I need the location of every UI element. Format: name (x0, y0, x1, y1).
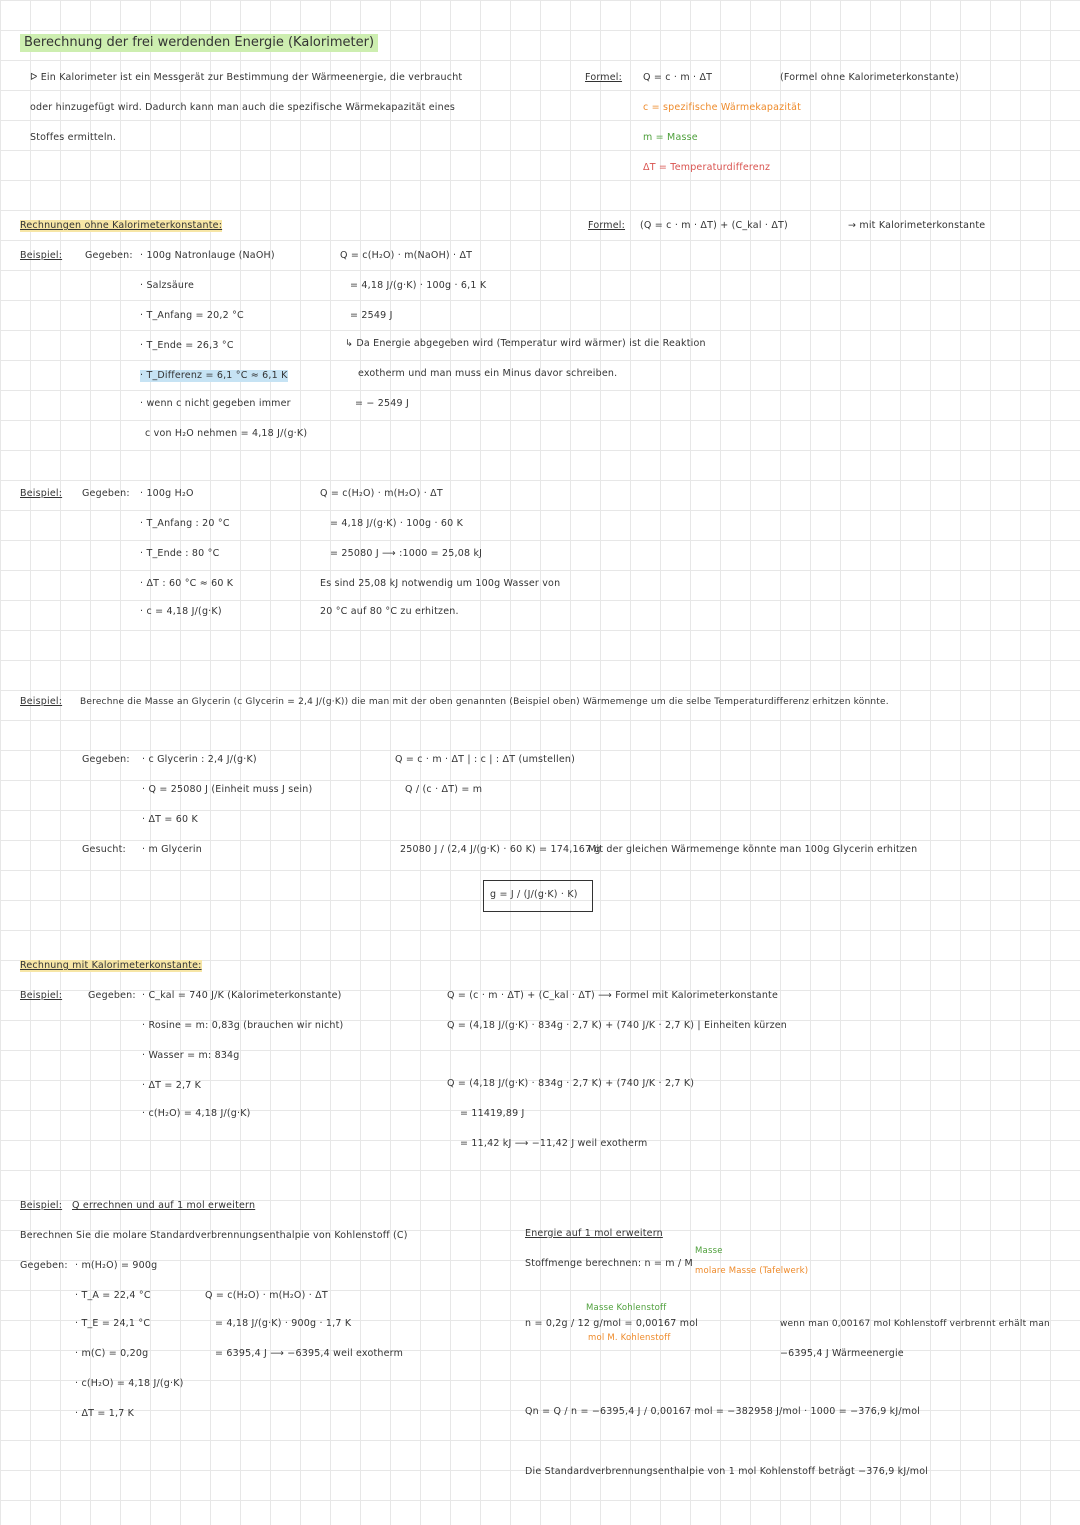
m-definition: m = Masse (643, 132, 698, 143)
example-4-given-4: · ΔT = 2,7 K (142, 1080, 202, 1091)
example-4-given-2: · Rosine = m: 0,83g (brauchen wir nicht) (142, 1020, 344, 1031)
example-1-step-6: = − 2549 J (355, 398, 409, 409)
example-5-given-5: · c(H₂O) = 4,18 J/(g·K) (75, 1378, 184, 1389)
example-5-right-step-5: Qn = Q / n = −6395,4 J / 0,00167 mol = −382958 J/mol · 1000 = −376,9 kJ/mol (525, 1406, 921, 1417)
example-2-step-1: Q = c(H₂O) · m(H₂O) · ΔT (320, 488, 443, 499)
example-2-step-2: = 4,18 J/(g·K) · 100g · 60 K (330, 518, 464, 529)
formula-expression: Q = c · m · ΔT (643, 72, 713, 83)
example-4-given-3: · Wasser = m: 834g (142, 1050, 240, 1061)
example-1-given-2: · Salzsäure (140, 280, 195, 291)
example-1-given-5: · T_Differenz = 6,1 °C ≈ 6,1 K (140, 370, 288, 381)
example-3-sought-label: Gesucht: (82, 844, 126, 855)
example-5-given-6: · ΔT = 1,7 K (75, 1408, 135, 1419)
example-5-step-1: Q = c(H₂O) · m(H₂O) · ΔT (205, 1290, 328, 1301)
example-1-given-4: · T_Ende = 26,3 °C (140, 340, 234, 351)
example-5-given-2: · T_A = 22,4 °C (75, 1290, 151, 1301)
example-5-task: Berechnen Sie die molare Standardverbrennungsenthalpie von Kohlenstoff (C) (20, 1230, 408, 1241)
example-3-step-4: Mit der gleichen Wärmemenge könnte man 100g Glycerin erhitzen (588, 844, 918, 855)
example-4-step-1: Q = (c · m · ΔT) + (C_kal · ΔT) ⟶ Formel mit Kalorimeterkonstante (447, 990, 779, 1001)
example-4-step-2: Q = (4,18 J/(g·K) · 834g · 2,7 K) + (740 J/K · 2,7 K) | Einheiten kürzen (447, 1020, 788, 1031)
example-5-right-step-2: n = 0,2g / 12 g/mol = 0,00167 mol (525, 1318, 699, 1329)
example-2-step-4: Es sind 25,08 kJ notwendig um 100g Wasser von (320, 578, 561, 589)
example-5-given-label: Gegeben: (20, 1260, 68, 1271)
example-2-given-label: Gegeben: (82, 488, 130, 499)
example-4-step-4: = 11419,89 J (460, 1108, 525, 1119)
example-1-step-5: exotherm und man muss ein Minus davor schreiben. (358, 368, 618, 379)
formula2-label: Formel: (588, 220, 626, 231)
example-5-right-step-4: −6395,4 J Wärmeenergie (780, 1348, 904, 1359)
example-5-step-3: = 6395,4 J ⟶ −6395,4 weil exotherm (215, 1348, 404, 1359)
example-1-step-3: = 2549 J (350, 310, 393, 321)
example-5-right-step-1-molar-note: molare Masse (Tafelwerk) (695, 1266, 809, 1276)
section-heading-without-constant: Rechnungen ohne Kalorimeterkonstante: (20, 220, 223, 231)
example-3-step-1: Q = c · m · ΔT | : c | : ΔT (umstellen) (395, 754, 575, 765)
example-2-step-3: = 25080 J ⟶ :1000 = 25,08 kJ (330, 548, 483, 559)
example-5-given-3: · T_E = 24,1 °C (75, 1318, 151, 1329)
formula2-note: → mit Kalorimeterkonstante (848, 220, 986, 231)
example-5-given-4: · m(C) = 0,20g (75, 1348, 149, 1359)
example-4-label: Beispiel: (20, 990, 63, 1001)
formula-label: Formel: (585, 72, 623, 83)
example-1-label: Beispiel: (20, 250, 63, 261)
example-4-step-3: Q = (4,18 J/(g·K) · 834g · 2,7 K) + (740 J/K · 2,7 K) (447, 1078, 695, 1089)
example-4-given-1: · C_kal = 740 J/K (Kalorimeterkonstante) (142, 990, 342, 1001)
example-1-given-7: c von H₂O nehmen = 4,18 J/(g·K) (145, 428, 308, 439)
example-5-right-step-2-mass-note: Masse Kohlenstoff (586, 1303, 667, 1313)
example-2-given-5: · c = 4,18 J/(g·K) (140, 606, 222, 617)
example-3-given-3: · ΔT = 60 K (142, 814, 198, 825)
intro-line-3: Stoffes ermitteln. (30, 132, 117, 143)
example-5-right-step-1: Stoffmenge berechnen: n = m / M (525, 1258, 693, 1269)
example-1-given-6: · wenn c nicht gegeben immer (140, 398, 291, 409)
formula-note: (Formel ohne Kalorimeterkonstante) (780, 72, 959, 83)
example-1-given-label: Gegeben: (85, 250, 133, 261)
example-3-given-2: · Q = 25080 J (Einheit muss J sein) (142, 784, 313, 795)
example-4-step-5: = 11,42 kJ ⟶ −11,42 J weil exotherm (460, 1138, 648, 1149)
intro-line-2: oder hinzugefügt wird. Dadurch kann man auch die spezifische Wärmekapazität eines (30, 102, 456, 113)
section-heading-with-constant: Rechnung mit Kalorimeterkonstante: (20, 960, 202, 971)
example-3-given-1: · c Glycerin : 2,4 J/(g·K) (142, 754, 257, 765)
page-title: Berechnung der frei werdenden Energie (Kalorimeter) (20, 34, 378, 52)
example-5-right-step-3: wenn man 0,00167 mol Kohlenstoff verbrennt erhält man (780, 1319, 1050, 1329)
example-2-given-2: · T_Anfang : 20 °C (140, 518, 230, 529)
example-5-conclusion: Die Standardverbrennungsenthalpie von 1 mol Kohlenstoff beträgt −376,9 kJ/mol (525, 1466, 929, 1477)
example-5-label: Beispiel: (20, 1200, 63, 1211)
example-2-given-3: · T_Ende : 80 °C (140, 548, 220, 559)
example-2-given-1: · 100g H₂O (140, 488, 194, 499)
example-3-task: Berechne die Masse an Glycerin (c Glycerin = 2,4 J/(g·K)) die man mit der oben genannten (Beispiel oben) Wärmemenge um die selbe Temperaturdifferenz erhitzen könnte. (80, 697, 889, 707)
formula2-expression: (Q = c · m · ΔT) + (C_kal · ΔT) (640, 220, 788, 231)
example-2-label: Beispiel: (20, 488, 63, 499)
example-5-label-rest: Q errechnen und auf 1 mol erweitern (72, 1200, 256, 1211)
example-5-given-1: · m(H₂O) = 900g (75, 1260, 158, 1271)
example-3-step-3: 25080 J / (2,4 J/(g·K) · 60 K) = 174,167 g (400, 844, 601, 855)
example-1-given-3: · T_Anfang = 20,2 °C (140, 310, 244, 321)
example-5-right-heading: Energie auf 1 mol erweitern (525, 1228, 663, 1239)
unit-check-formula: g = J / (J/(g·K) · K) (490, 889, 578, 900)
example-3-step-2: Q / (c · ΔT) = m (405, 784, 483, 795)
example-4-given-5: · c(H₂O) = 4,18 J/(g·K) (142, 1108, 251, 1119)
example-5-right-step-2-molar-note: mol M. Kohlenstoff (588, 1333, 671, 1343)
example-5-step-2: = 4,18 J/(g·K) · 900g · 1,7 K (215, 1318, 352, 1329)
dt-definition: ΔT = Temperaturdifferenz (643, 162, 771, 173)
example-1-given-1: · 100g Natronlauge (NaOH) (140, 250, 275, 261)
example-2-step-5: 20 °C auf 80 °C zu erhitzen. (320, 606, 459, 617)
intro-line-1: ᐅ Ein Kalorimeter ist ein Messgerät zur Bestimmung der Wärmeenergie, die verbraucht (30, 72, 463, 83)
example-1-step-4: ↳ Da Energie abgegeben wird (Temperatur wird wärmer) ist die Reaktion (345, 338, 706, 349)
example-1-step-2: = 4,18 J/(g·K) · 100g · 6,1 K (350, 280, 487, 291)
c-definition: c = spezifische Wärmekapazität (643, 102, 802, 113)
example-1-step-1: Q = c(H₂O) · m(NaOH) · ΔT (340, 250, 473, 261)
example-3-label: Beispiel: (20, 696, 63, 707)
example-3-sought-1: · m Glycerin (142, 844, 202, 855)
example-2-given-4: · ΔT : 60 °C ≈ 60 K (140, 578, 234, 589)
example-4-given-label: Gegeben: (88, 990, 136, 1001)
example-3-given-label: Gegeben: (82, 754, 130, 765)
example-5-right-step-1-mass-note: Masse (695, 1246, 723, 1256)
